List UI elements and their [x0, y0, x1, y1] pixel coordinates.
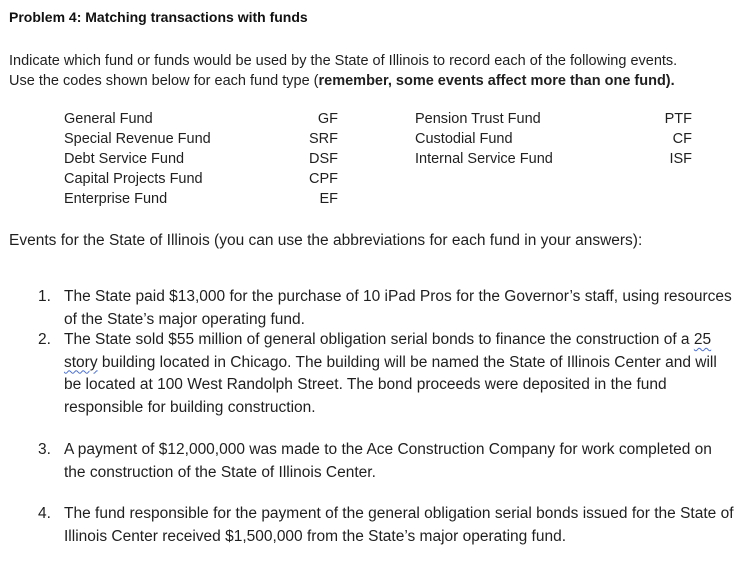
event-number: 3. [38, 441, 51, 458]
fund-code: CPF [309, 171, 338, 187]
fund-name: General Fund [64, 111, 153, 127]
instructions-line-1: Indicate which fund or funds would be used by the State of Illinois to record each of the following events. [9, 53, 678, 69]
events-intro: Events for the State of Illinois (you can use the abbreviations for each fund in your answers): [9, 232, 643, 249]
event-text: The fund responsible for the payment of the general obligation serial bonds issued for the State of Illinois Center received $1,500,000 from the State’s major operating fund. [64, 505, 734, 545]
fund-code: ISF [669, 151, 692, 167]
event-number: 1. [38, 288, 51, 305]
instructions-line-2-plain: Use the codes shown below for each fund type ( [9, 73, 319, 89]
problem-title: Problem 4: Matching transactions with funds [9, 9, 308, 25]
fund-name: Special Revenue Fund [64, 131, 211, 147]
fund-names-col1 [64, 109, 211, 209]
fund-names-col2 [415, 109, 553, 169]
instructions-line-2-bold: remember, some events affect more than one fund). [318, 73, 675, 89]
fund-code: EF [319, 191, 338, 207]
fund-name: Enterprise Fund [64, 191, 168, 207]
event-text-before: The State sold $55 million of general obligation serial bonds to finance the construction of a [64, 331, 694, 348]
fund-code: GF [317, 111, 338, 127]
event-text: The State paid $13,000 for the purchase of 10 iPad Pros for the Governor’s staff, using resources of the State’s major operating fund. [64, 288, 732, 328]
spellcheck-underlined-text: 25 story [64, 331, 712, 371]
fund-name: Internal Service Fund [415, 151, 553, 167]
instructions-line-2 [9, 71, 677, 91]
fund-name: Capital Projects Fund [64, 171, 203, 187]
fund-code: PTF [664, 111, 692, 127]
fund-codes-col1 [290, 109, 338, 209]
fund-code: SRF [309, 131, 338, 147]
fund-name: Custodial Fund [415, 131, 513, 147]
event-number: 4. [38, 505, 51, 522]
fund-codes-col2 [640, 109, 692, 169]
fund-code: DSF [309, 151, 338, 167]
event-text: A payment of $12,000,000 was made to the Ace Construction Company for work completed on the construction of the State of Illinois Center. [64, 441, 712, 481]
fund-code: CF [672, 131, 692, 147]
fund-name: Debt Service Fund [64, 151, 185, 167]
instructions [9, 51, 677, 91]
event-text-after: building located in Chicago. The building will be named the State of Illinois Center and will be located at 100 West Randolph Street. The bond proceeds were deposited in the fund responsible for building construction. [64, 353, 717, 416]
event-number: 2. [38, 331, 51, 348]
event-text [64, 329, 734, 419]
fund-name: Pension Trust Fund [415, 111, 541, 127]
